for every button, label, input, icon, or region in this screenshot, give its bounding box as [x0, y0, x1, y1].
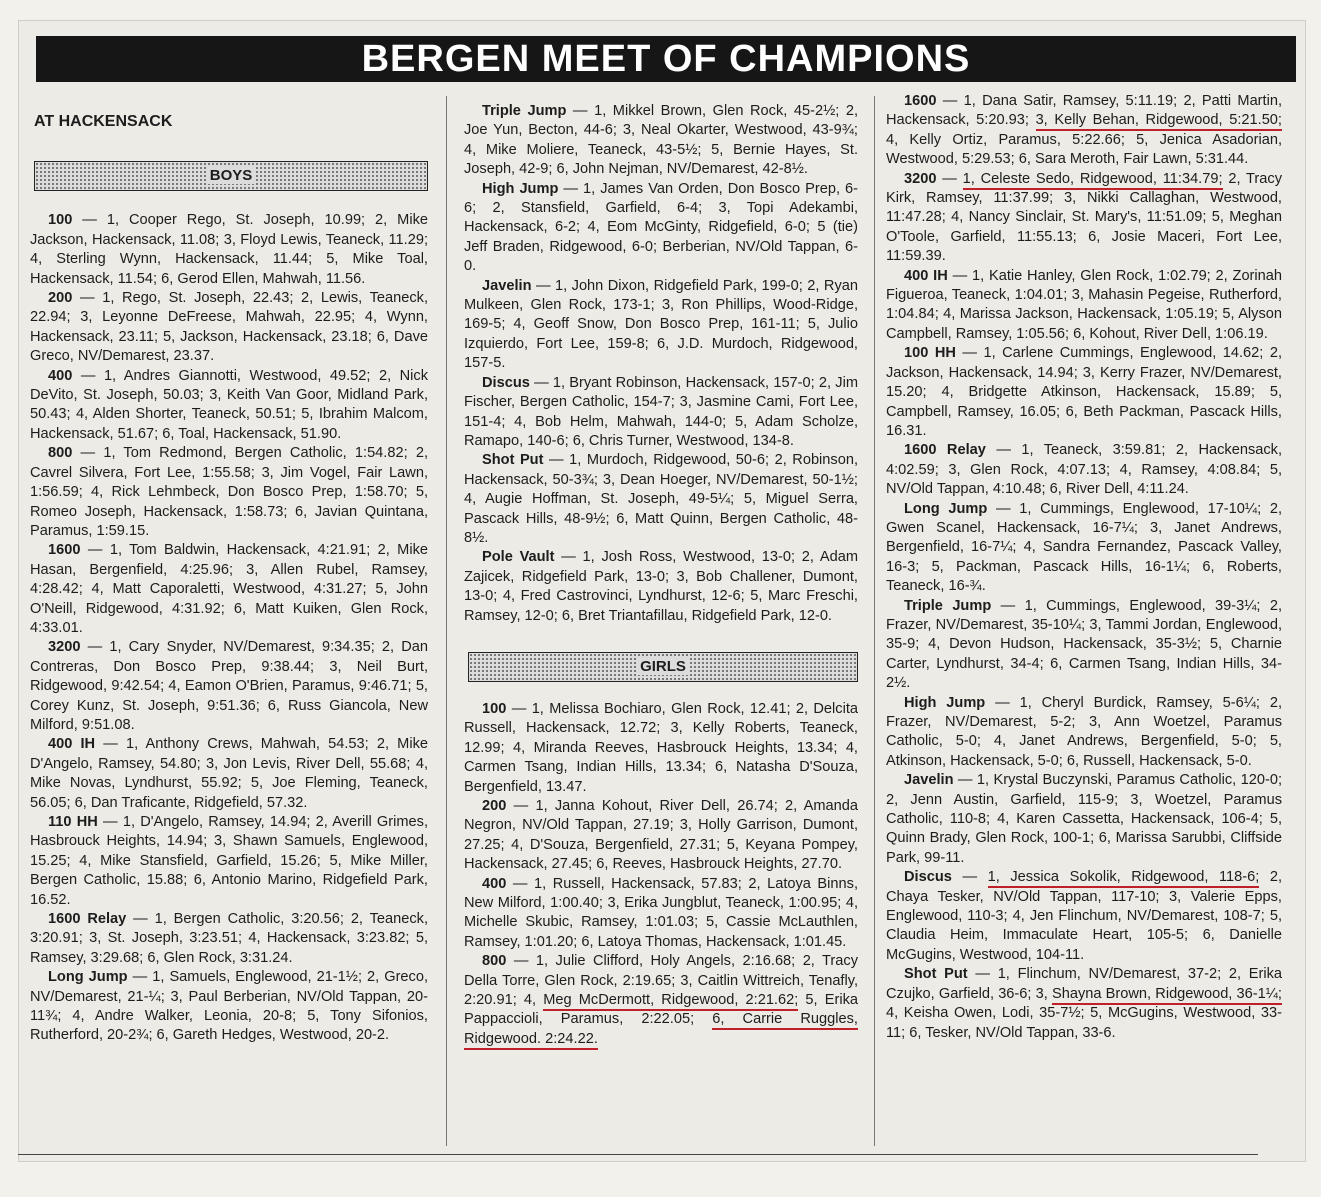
result-paragraph: 1600 Relay — 1, Teaneck, 3:59.81; 2, Hackensack, 4:02.59; 3, Glen Rock, 4:07.13; 4, Ramsey, 4:08.84; 5, NV/Old Tappan, 4:10.48; 6, River Dell, 4:11.24.: [886, 442, 1283, 498]
result-paragraph: Pole Vault — 1, Josh Ross, Westwood, 13-0; 2, Adam Zajicek, Ridgefield Park, 13-0; 3, Bob Challener, Dumont, 13-0; 4, Fred Castrovinci, Lyndhurst, 12-6; 5, Marc Freschi, Ramsey, 12-0; 6, Bret Triantafillau, Ridgefield Park, 12-0.: [464, 549, 859, 624]
result-paragraph: Javelin — 1, John Dixon, Ridgefield Park, 199-0; 2, Ryan Mulkeen, Glen Rock, 173-1; 3, Ron Phillips, Wood-Ridge, 169-5; 4, Geoff Snow, Don Bosco Prep, 161-11; 5, Julio Izquierdo, Fort Lee, 159-8; 6, J.D. Murdoch, Ridgewood, 157-5.: [464, 277, 858, 372]
result-paragraph: 3200 — 1, Celeste Sedo, Ridgewood, 11:34.79; 2, Tracy Kirk, Ramsey, 11:37.99; 3, Nikki Callaghan, Westwood, 11:47.28; 4, Nancy Sinclair, St. Mary's, 11:51.09; 5, Meghan O'Toole, Garfield, 11:55.13; 6, Josie Maceri, Fort Lee, 11:59.39.: [886, 170, 1282, 265]
result-paragraph: 200 — 1, Janna Kohout, River Dell, 26.74; 2, Amanda Negron, NV/Old Tappan, 27.19; 3, Holly Garrison, Dumont, 27.25; 4, D'Souza, Bergenfield, 27.31; 5, Keyana Pompey, Hackensack, 27.45; 6, Reeves, Hasbrouck Heights, 27.70.: [464, 798, 859, 873]
column-1: [30, 92, 428, 1046]
result-paragraph: 400 — 1, Russell, Hackensack, 57.83; 2, Latoya Binns, New Milford, 1:00.40; 3, Erika Jungblut, Teaneck, 1:00.95; 4, Michelle Skubic, Ramsey, 1:01.03; 5, Cassie McLauthlen, Ramsey, 1:01.20; 6, Latoya Thomas, Hackensack, 1:01.45.: [464, 875, 858, 950]
result-paragraph: Triple Jump — 1, Cummings, Englewood, 39-3¼; 2, Frazer, NV/Demarest, 35-10¼; 3, Tammi Jordan, Englewood, 35-9; 4, Devon Hudson, Hackensack, 35-3½; 5, Charnie Carter, Lyndhurst, 34-4; 6, Carmen Tsang, Indian Hills, 34-2½.: [886, 597, 1283, 692]
result-paragraph: 200 — 1, Rego, St. Joseph, 22.43; 2, Lewis, Teaneck, 22.94; 3, Leyonne DeFreese, Mahwah, 22.95; 4, Wynn, Hackensack, 23.11; 5, Jackson, Hackensack, 23.18; 6, Dave Greco, NV/Demarest, 23.37.: [30, 290, 429, 365]
highlighted-result: 1, Jessica Sokolik, Ridgewood, 118-6;: [988, 869, 1260, 888]
result-paragraph: 1600 — 1, Dana Satir, Ramsey, 5:11.19; 2, Patti Martin, Hackensack, 5:20.93; 3, Kelly Behan, Ridgewood, 5:21.50; 4, Kelly Ortiz, Paramus, 5:22.66; 5, Jenica Asadorian, Westwood, 5:29.53; 6, Sara Meroth, Fair Lawn, 5:31.44.: [886, 93, 1283, 168]
result-paragraph: High Jump — 1, Cheryl Burdick, Ramsey, 5-6¼; 2, Frazer, NV/Demarest, 5-2; 3, Ann Woetzel, Paramus Catholic, 5-0; 4, Janet Andrews, Bergenfield, 5-0; 5, Atkinson, Hackensack, 5-0; 6, Russell, Hackensack, 5-0.: [886, 694, 1282, 769]
result-paragraph: 800 — 1, Tom Redmond, Bergen Catholic, 1:54.82; 2, Cavrel Silvera, Fort Lee, 1:55.58; 3, Jim Vogel, Fair Lawn, 1:56.59; 4, Rick Lehmbeck, Don Bosco Prep, 1:58.70; 5, Romeo Joseph, Hackensack, 1:58.73; 6, Javian Quintana, Paramus, 1:59.15.: [30, 445, 428, 539]
highlighted-result: Shayna Brown, Ridgewood, 36-1¼;: [1052, 986, 1282, 1005]
result-paragraph: Long Jump — 1, Cummings, Englewood, 17-10¼; 2, Gwen Scanel, Hackensack, 16-7¼; 3, Janet Andrews, Bergenfield, 16-7¼; 4, Sandra Fernandez, Pascack Valley, 16-3; 5, Packman, Pascack Hills, 16-1¼; 6, Roberts, Teaneck, 16-¾.: [886, 500, 1282, 595]
highlighted-result: Meg McDermott, Ridgewood, 2:21.62;: [543, 992, 798, 1011]
result-paragraph: 3200 — 1, Cary Snyder, NV/Demarest, 9:34.35; 2, Dan Contreras, Don Bosco Prep, 9:38.44; 3, Neil Burt, Ridgewood, 9:42.54; 4, Eamon O'Brien, Paramus, 9:46.71; 5, Corey Kunz, St. Joseph, 9:51.36; 6, Russ Giancola, New Milford, 9:51.08.: [30, 639, 428, 733]
result-paragraph: Discus — 1, Bryant Robinson, Hackensack, 157-0; 2, Jim Fischer, Bergen Catholic, 154-7; 3, Jasmine Cami, Fort Lee, 151-4; 4, Bob Helm, Mahwah, 144-0; 5, Adam Scholze, Ramapo, 140-6; 6, Chris Turner, Westwood, 134-8.: [464, 374, 858, 449]
result-paragraph: 100 — 1, Melissa Bochiaro, Glen Rock, 12.41; 2, Delcita Russell, Hackensack, 12.72; 3, Kelly Roberts, Teaneck, 12.99; 4, Miranda Reeves, Hasbrouck Heights, 13.34; 4, Carmen Tsang, Indian Hills, 13.34; 6, Natasha D'Souza, Bergenfield, 13.47.: [464, 700, 858, 795]
result-paragraph: 1600 — 1, Tom Baldwin, Hackensack, 4:21.91; 2, Mike Hasan, Bergenfield, 4:25.96; 3, Allen Rubel, Ramsey, 4:28.42; 4, Matt Caporaletti, Westwood, 4:31.27; 5, John O'Neill, Ridgewood, 4:31.92; 6, Matt Kuiken, Glen Rock, 4:33.01.: [30, 542, 428, 636]
column-divider: [874, 96, 875, 1146]
result-paragraph: 400 IH — 1, Katie Hanley, Glen Rock, 1:02.79; 2, Zorinah Figueroa, Teaneck, 1:04.01; 3, Mahasin Pegeise, Rutherford, 1:04.84; 4, Marissa Jackson, Hackensack, 1:05.19; 5, Alyson Campbell, Ramsey, 1:05.56; 6, Kohout, River Dell, 1:06.19.: [886, 267, 1283, 342]
result-paragraph: 400 — 1, Andres Giannotti, Westwood, 49.52; 2, Nick DeVito, St. Joseph, 50.03; 3, Keith Van Goor, Midland Park, 50.43; 4, Alden Shorter, Teaneck, 50.51; 5, Ibrahim Malcom, Hackensack, 51.67; 6, Toal, Hackensack, 51.90.: [30, 367, 428, 442]
result-paragraph: Discus — 1, Jessica Sokolik, Ridgewood, 118-6; 2, Chaya Tesker, NV/Old Tappan, 117-10; 3, Valerie Epps, Englewood, 110-3; 4, Jen Flinchum, NV/Demarest, 108-7; 5, Claudia Heim, Immaculate Heart, 105-5; 6, Danielle McGugins, Westwood, 104-11.: [886, 869, 1283, 963]
result-paragraph: High Jump — 1, James Van Orden, Don Bosco Prep, 6-6; 2, Stansfield, Garfield, 6-4; 3, Topi Adekambi, Hackensack, 6-2; 4, Eom McGinty, Ridgefield, 6-0; 5 (tie) Jeff Braden, Ridgewood, 6-0; Berberian, NV/Old Tappan, 6-0.: [464, 180, 858, 275]
highlighted-result: 1, Celeste Sedo, Ridgewood, 11:34.79;: [963, 171, 1223, 190]
result-paragraph: Javelin — 1, Krystal Buczynski, Paramus Catholic, 120-0; 2, Jenn Austin, Garfield, 115-9; 3, Woetzel, Paramus Catholic, 110-8; 4, Karen Cassetta, Hackensack, 106-4; 5, Quinn Brady, Glen Rock, 100-1; 6, Marissa Sarubbi, Cliffside Park, 99-11.: [886, 772, 1282, 866]
result-paragraph: Long Jump — 1, Samuels, Englewood, 21-1½; 2, Greco, NV/Demarest, 21-¼; 3, Paul Berberian, NV/Old Tappan, 20-11¾; 4, Andre Walker, Leonia, 20-8; 5, Tony Sifonios, Rutherford, 20-2¾; 6, Gareth Hedges, Westwood, 20-2.: [30, 969, 429, 1044]
section-heading-girls: GIRLS: [468, 652, 858, 682]
page-title: BERGEN MEET OF CHAMPIONS: [36, 36, 1296, 82]
bottom-rule: [18, 1154, 1258, 1155]
column-2: [464, 102, 858, 1049]
result-paragraph: 100 — 1, Cooper Rego, St. Joseph, 10.99; 2, Mike Jackson, Hackensack, 11.08; 3, Floyd Lewis, Teaneck, 11.29; 4, Sterling Wynn, Hackensack, 11.44; 5, Mike Toal, Hackensack, 11.54; 6, Gerod Ellen, Mahwah, 11.56.: [30, 212, 428, 287]
result-paragraph: 100 HH — 1, Carlene Cummings, Englewood, 14.62; 2, Jackson, Hackensack, 14.94; 3, Kerry Frazer, NV/Demarest, 15.20; 4, Bridgette Atkinson, Hackensack, 15.89; 5, Campbell, Ramsey, 16.05; 6, Beth Packman, Pascack Hills, 16.31.: [886, 345, 1282, 439]
result-paragraph: 800 — 1, Julie Clifford, Holy Angels, 2:16.68; 2, Tracy Della Torre, Glen Rock, 2:19.65; 3, Caitlin Wittreich, Tenafly, 2:20.91; 4, Meg McDermott, Ridgewood, 2:21.62; 5, Erika Pappaccioli, Paramus, 2:22.05; 6, Carrie Ruggles, Ridgewood. 2:24.22.: [464, 952, 858, 1049]
section-heading-boys: BOYS: [34, 161, 428, 191]
highlighted-result: 6, Carrie Ruggles, Ridgewood. 2:24.22.: [464, 1011, 858, 1049]
location-heading: AT HACKENSACK: [34, 113, 173, 130]
result-paragraph: Shot Put — 1, Flinchum, NV/Demarest, 37-2; 2, Erika Czujko, Garfield, 36-6; 3, Shayna Brown, Ridgewood, 36-1¼; 4, Keisha Owen, Lodi, 35-7½; 5, McGugins, Westwood, 33-11; 6, Tesker, NV/Old Tappan, 33-6.: [886, 966, 1283, 1041]
column-divider: [446, 96, 447, 1146]
highlighted-result: 3, Kelly Behan, Ridgewood, 5:21.50;: [1036, 112, 1282, 131]
result-paragraph: Shot Put — 1, Murdoch, Ridgewood, 50-6; 2, Robinson, Hackensack, 50-3¾; 3, Dean Hoeger, NV/Demarest, 50-1½; 4, Augie Hoffman, St. Joseph, 49-5¼; 5, Miguel Serra, Pascack Hills, 48-9½; 6, Matt Quinn, Bergen Catholic, 48-8½.: [464, 452, 858, 546]
column-3: [886, 92, 1282, 1043]
result-paragraph: 400 IH — 1, Anthony Crews, Mahwah, 54.53; 2, Mike D'Angelo, Ramsey, 54.80; 3, Jon Levis, River Dell, 55.68; 4, Mike Novas, Lyndhurst, 55.92; 5, Joe Fleming, Teaneck, 56.05; 6, Dan Traficante, Ridgefield, 57.32.: [30, 736, 428, 811]
result-paragraph: 1600 Relay — 1, Bergen Catholic, 3:20.56; 2, Teaneck, 3:20.91; 3, St. Joseph, 3:23.51; 4, Hackensack, 3:23.82; 5, Ramsey, 3:29.68; 6, Glen Rock, 3:31.24.: [30, 911, 428, 966]
result-paragraph: 110 HH — 1, D'Angelo, Ramsey, 14.94; 2, Averill Grimes, Hasbrouck Heights, 14.94; 3, Shawn Samuels, Englewood, 15.25; 4, Mike Stansfield, Garfield, 15.26; 5, Mike Miller, Bergen Catholic, 15.88; 6, Antonio Marino, Ridgefield Park, 16.52.: [30, 814, 428, 908]
result-paragraph: Triple Jump — 1, Mikkel Brown, Glen Rock, 45-2½; 2, Joe Yun, Becton, 44-6; 3, Neal Okarter, Westwood, 43-9¾; 4, Mike Moliere, Teaneck, 43-5½; 5, Bernie Hayes, St. Joseph, 42-9; 6, John Nejman, NV/Demarest, 42-8½.: [464, 103, 859, 178]
